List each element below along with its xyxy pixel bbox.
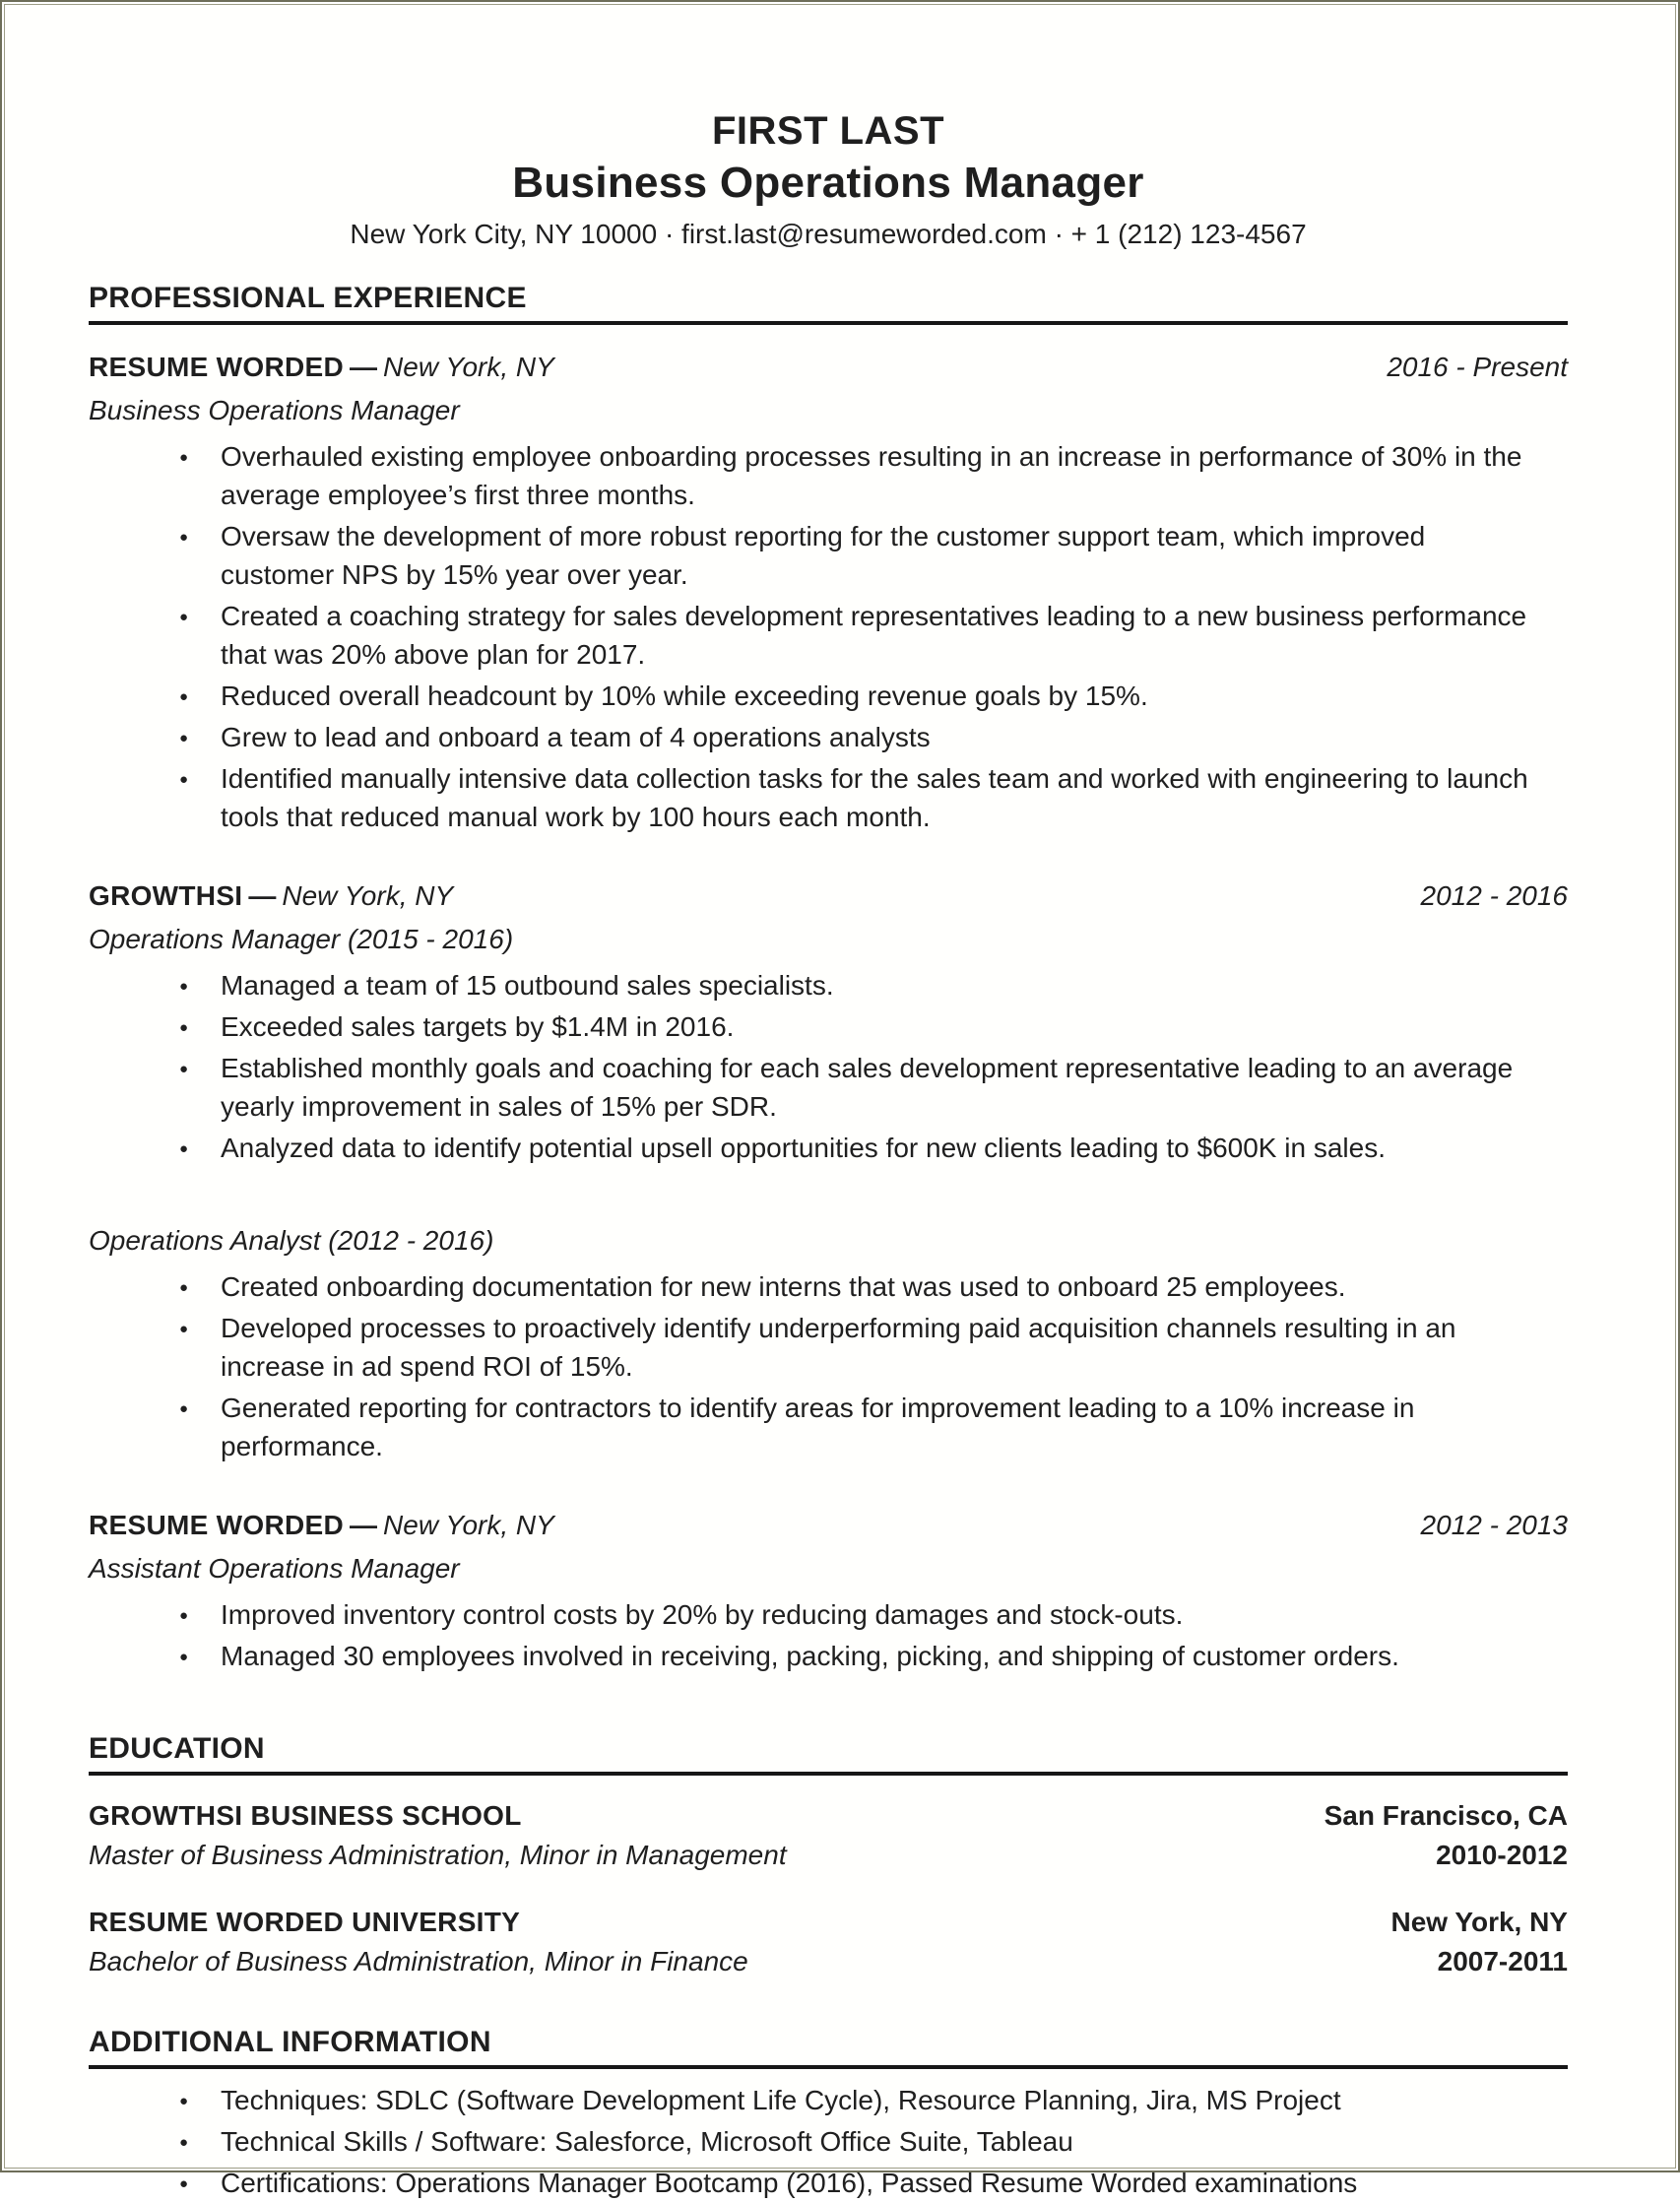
- company-name: RESUME WORDED: [89, 352, 345, 382]
- person-name: FIRST LAST: [711, 109, 945, 153]
- bullet-item: ● Analyzed data to identify potential upsell opportunities for new clients leading to $600K in sales.: [177, 1129, 1530, 1167]
- education-entry: [89, 1797, 1568, 1874]
- bullet-item: ● Techniques: SDLC (Software Development Life Cycle), Resource Planning, Jira, MS Project: [177, 2081, 1530, 2119]
- school-name: GROWTHSI BUSINESS SCHOOL: [89, 1800, 522, 1831]
- section-heading-experience: PROFESSIONAL EXPERIENCE: [89, 282, 1568, 325]
- bullet-list: [89, 437, 1568, 836]
- bullet-item: ● Improved inventory control costs by 20% by reducing damages and stock-outs.: [177, 1595, 1530, 1634]
- bullet-item: ● Developed processes to proactively identify underperforming paid acquisition channels resulting in an increase in ad spend ROI of 15%.: [177, 1309, 1530, 1386]
- job-dates: 2012 - 2013: [1420, 1510, 1568, 1540]
- dash-separator: —: [350, 1510, 378, 1540]
- role-block: [89, 1222, 1568, 1465]
- education-location-dates: [1325, 1797, 1568, 1874]
- school-dates: 2007-2011: [1437, 1946, 1568, 1976]
- job-location: New York, NY: [383, 1510, 554, 1540]
- role-title: Operations Manager (2015 - 2016): [89, 924, 514, 954]
- job-entry: [89, 349, 1568, 836]
- degree-name: Bachelor of Business Administration, Minor in Finance: [89, 1946, 748, 1976]
- contact-line: New York City, NY 10000 · first.last@resumeworded.com · + 1 (212) 123-4567: [350, 219, 1307, 249]
- education-entry: [89, 1904, 1568, 1980]
- school-dates: 2010-2012: [1436, 1840, 1568, 1870]
- school-name: RESUME WORDED UNIVERSITY: [89, 1907, 521, 1937]
- bullet-item: ● Oversaw the development of more robust reporting for the customer support team, which improved customer NPS by 15% year over year.: [177, 517, 1530, 594]
- bullet-item: ● Reduced overall headcount by 10% while exceeding revenue goals by 15%.: [177, 677, 1530, 715]
- section-additional-information: [89, 2026, 1568, 2202]
- role-title: Assistant Operations Manager: [89, 1553, 460, 1584]
- school-location: San Francisco, CA: [1324, 1800, 1568, 1831]
- job-entry: [89, 877, 1568, 1465]
- job-company-location: [89, 877, 453, 915]
- bullet-item: ● Created onboarding documentation for new interns that was used to onboard 25 employees.: [177, 1267, 1530, 1306]
- bullet-item: ● Managed 30 employees involved in receiving, packing, picking, and shipping of customer orders.: [177, 1637, 1530, 1675]
- bullet-item: ● Exceeded sales targets by $1.4M in 2016.: [177, 1007, 1530, 1046]
- job-location: New York, NY: [383, 352, 554, 382]
- bullet-item: ● Generated reporting for contractors to identify areas for improvement leading to a 10% increase in performance.: [177, 1389, 1530, 1465]
- job-location: New York, NY: [282, 880, 454, 911]
- role-block: [89, 921, 1568, 1167]
- dash-separator: —: [248, 880, 277, 911]
- section-heading-education: EDUCATION: [89, 1732, 1568, 1776]
- bullet-item: ● Technical Skills / Software: Salesforce, Microsoft Office Suite, Tableau: [177, 2122, 1530, 2161]
- section-heading-additional: ADDITIONAL INFORMATION: [89, 2026, 1568, 2069]
- bullet-list: [89, 966, 1568, 1167]
- education-school-degree: [89, 1797, 787, 1874]
- education-location-dates: [1391, 1904, 1568, 1980]
- job-header: [89, 349, 1568, 386]
- job-dates: 2016 - Present: [1387, 352, 1568, 382]
- job-entry: [89, 1507, 1568, 1675]
- section-education: [89, 1732, 1568, 1980]
- bullet-item: ● Overhauled existing employee onboarding processes resulting in an increase in performance of 30% in the average employee’s first three months.: [177, 437, 1530, 514]
- job-header: [89, 1507, 1568, 1544]
- education-school-degree: [89, 1904, 748, 1980]
- job-company-location: [89, 1507, 554, 1544]
- role-block: [89, 1550, 1568, 1675]
- job-company-location: [89, 349, 554, 386]
- section-professional-experience: [89, 282, 1568, 1675]
- bullet-item: ● Identified manually intensive data collection tasks for the sales team and worked with engineering to launch tools that reduced manual work by 100 hours each month.: [177, 759, 1530, 836]
- job-header: [89, 877, 1568, 915]
- school-location: New York, NY: [1390, 1907, 1568, 1937]
- resume-header: [89, 106, 1568, 252]
- role-title: Operations Analyst (2012 - 2016): [89, 1225, 494, 1256]
- bullet-list: [89, 1595, 1568, 1675]
- job-dates: 2012 - 2016: [1420, 880, 1568, 911]
- bullet-item: ● Managed a team of 15 outbound sales specialists.: [177, 966, 1530, 1004]
- dash-separator: —: [350, 352, 378, 382]
- company-name: RESUME WORDED: [89, 1510, 345, 1540]
- role-title: Business Operations Manager: [89, 395, 460, 425]
- person-job-title: Business Operations Manager: [512, 159, 1144, 207]
- bullet-list: [89, 1267, 1568, 1465]
- bullet-item: ● Established monthly goals and coaching for each sales development representative leading to an average yearly improvement in sales of 15% per SDR.: [177, 1049, 1530, 1126]
- degree-name: Master of Business Administration, Minor in Management: [89, 1840, 787, 1870]
- bullet-item: ● Grew to lead and onboard a team of 4 operations analysts: [177, 718, 1530, 756]
- role-block: [89, 392, 1568, 836]
- company-name: GROWTHSI: [89, 880, 243, 911]
- bullet-list: [89, 2081, 1568, 2202]
- bullet-item: ● Created a coaching strategy for sales development representatives leading to a new business performance that was 20% above plan for 2017.: [177, 597, 1530, 674]
- bullet-item: ● Certifications: Operations Manager Bootcamp (2016), Passed Resume Worded examinations: [177, 2164, 1530, 2202]
